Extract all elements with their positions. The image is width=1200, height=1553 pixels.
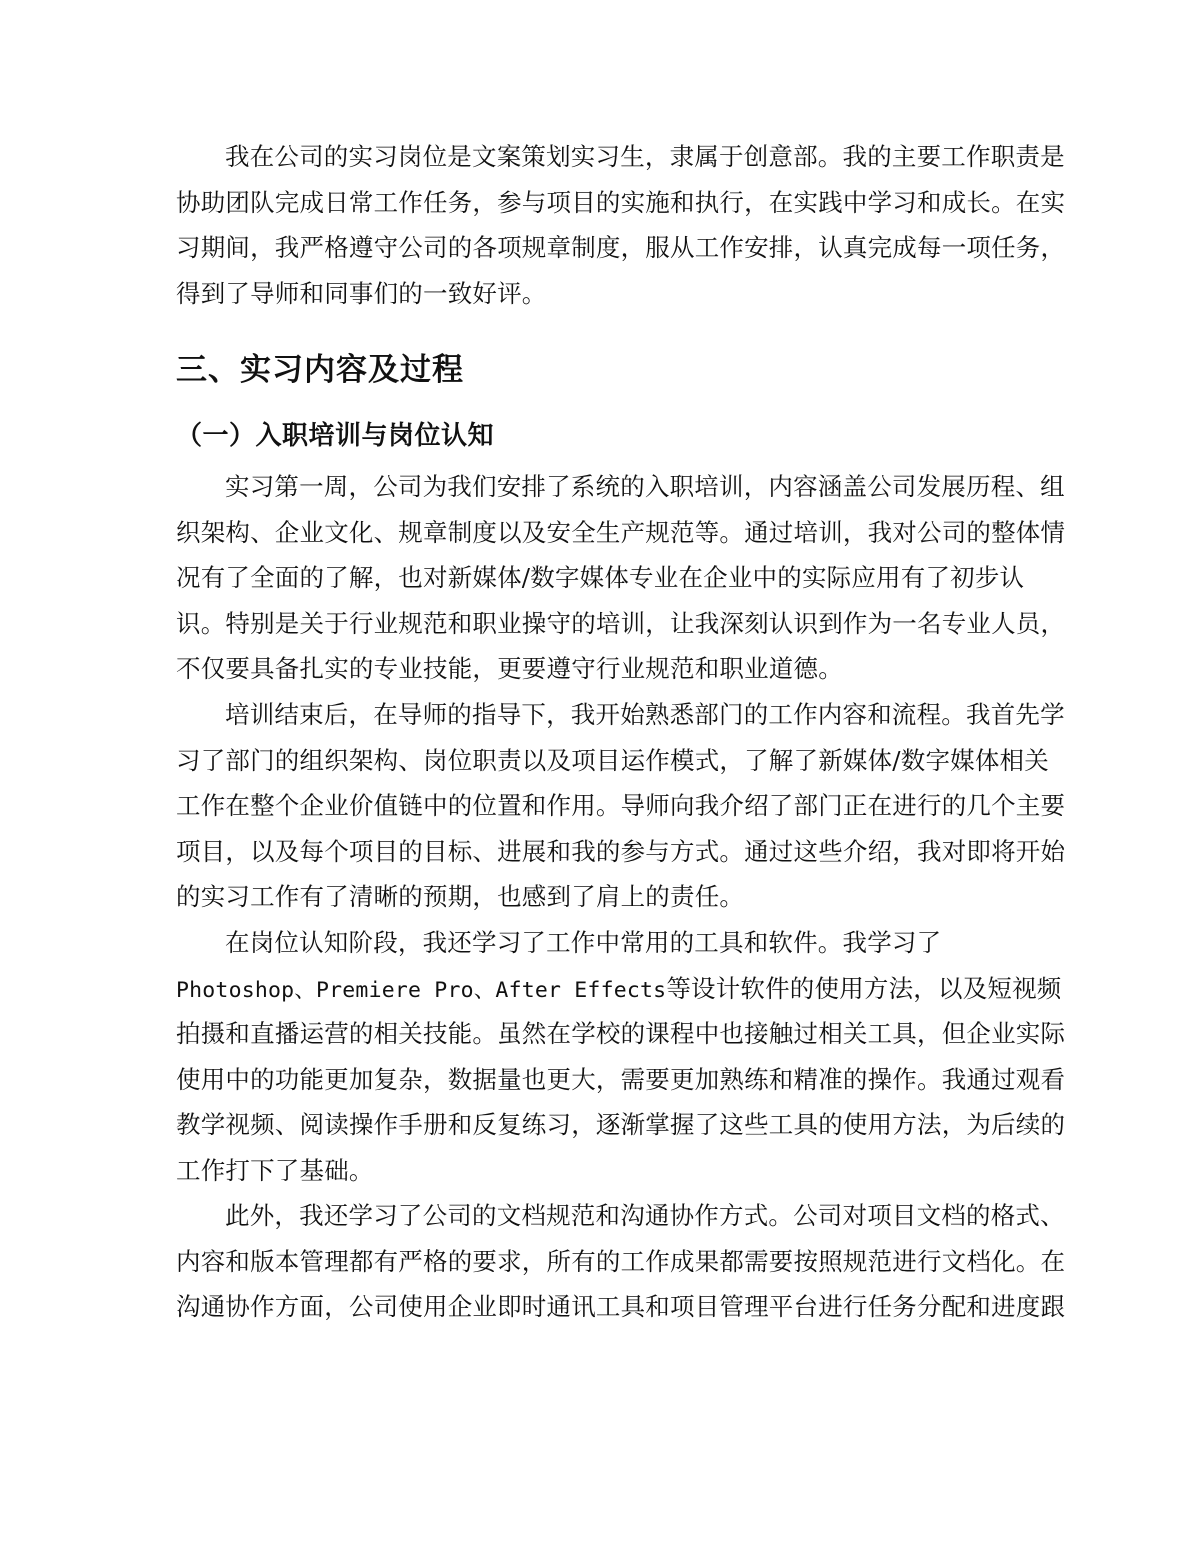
- paragraph-line: 拍摄和直播运营的相关技能。虽然在学校的课程中也接触过相关工具，但企业实际: [176, 1019, 1066, 1048]
- paragraph-line: 内容和版本管理都有严格的要求，所有的工作成果都需要按照规范进行文档化。在: [176, 1246, 1066, 1276]
- paragraph-line: 沟通协作方面，公司使用企业即时通讯工具和项目管理平台进行任务分配和进度跟: [176, 1292, 1066, 1321]
- paragraph-line: 实习第一周，公司为我们安排了系统的入职培训，内容涵盖公司发展历程、组: [225, 472, 1065, 501]
- subsection-heading: （一）入职培训与岗位认知: [176, 421, 495, 451]
- paragraph-line: 况有了全面的了解，也对新媒体/数字媒体专业在企业中的实际应用有了初步认: [176, 563, 1025, 592]
- paragraph-line: 识。特别是关于行业规范和职业操守的培训，让我深刻认识到作为一名专业人员，: [176, 608, 1066, 638]
- paragraph-line: 习期间，我严格遵守公司的各项规章制度，服从工作安排，认真完成每一项任务，: [176, 233, 1066, 262]
- paragraph-2: [176, 692, 1066, 920]
- paragraph-line-rest: 等设计软件的使用方法，以及短视频: [666, 973, 1062, 1003]
- paragraph-line: 工作打下了基础。: [176, 1155, 374, 1185]
- paragraph-line: 协助团队完成日常工作任务，参与项目的实施和执行，在实践中学习和成长。在实: [176, 187, 1066, 217]
- paragraph-line: 此外，我还学习了公司的文档规范和沟通协作方式。公司对项目文档的格式、: [225, 1201, 1065, 1230]
- paragraph-line: 我在公司的实习岗位是文案策划实习生，隶属于创意部。我的主要工作职责是: [225, 142, 1065, 171]
- paragraph-line: 工作在整个企业价值链中的位置和作用。导师向我介绍了部门正在进行的几个主要: [176, 791, 1066, 820]
- software-list: Photoshop、Premiere Pro、After Effects: [176, 977, 667, 1003]
- paragraph-line: 教学视频、阅读操作手册和反复练习，逐渐掌握了这些工具的使用方法，为后续的: [176, 1110, 1066, 1139]
- paragraph-line: 习了部门的组织架构、岗位职责以及项目运作模式，了解了新媒体/数字媒体相关: [176, 745, 1049, 775]
- paragraph-line: 的实习工作有了清晰的预期，也感到了肩上的责任。: [176, 882, 745, 911]
- paragraph-line: 得到了导师和同事们的一致好评。: [176, 278, 547, 308]
- section-heading: 三、实习内容及过程: [176, 352, 464, 388]
- paragraph-line: [176, 966, 1062, 1012]
- intro-paragraph: [176, 134, 1066, 316]
- paragraph-line: 项目，以及每个项目的目标、进展和我的参与方式。通过这些介绍，我对即将开始: [176, 836, 1066, 866]
- paragraph-line: 培训结束后，在导师的指导下，我开始熟悉部门的工作内容和流程。我首先学: [225, 700, 1065, 729]
- paragraph-line: 在岗位认知阶段，我还学习了工作中常用的工具和软件。我学习了: [225, 928, 942, 957]
- paragraph-4: [176, 1193, 1066, 1330]
- paragraph-1: [176, 464, 1066, 692]
- paragraph-line: 不仅要具备扎实的专业技能，更要遵守行业规范和职业道德。: [176, 654, 843, 683]
- paragraph-line: 使用中的功能更加复杂，数据量也更大，需要更加熟练和精准的操作。我通过观看: [176, 1064, 1066, 1094]
- paragraph-line: 织架构、企业文化、规章制度以及安全生产规范等。通过培训，我对公司的整体情: [176, 517, 1066, 547]
- paragraph-3: [176, 920, 1066, 1193]
